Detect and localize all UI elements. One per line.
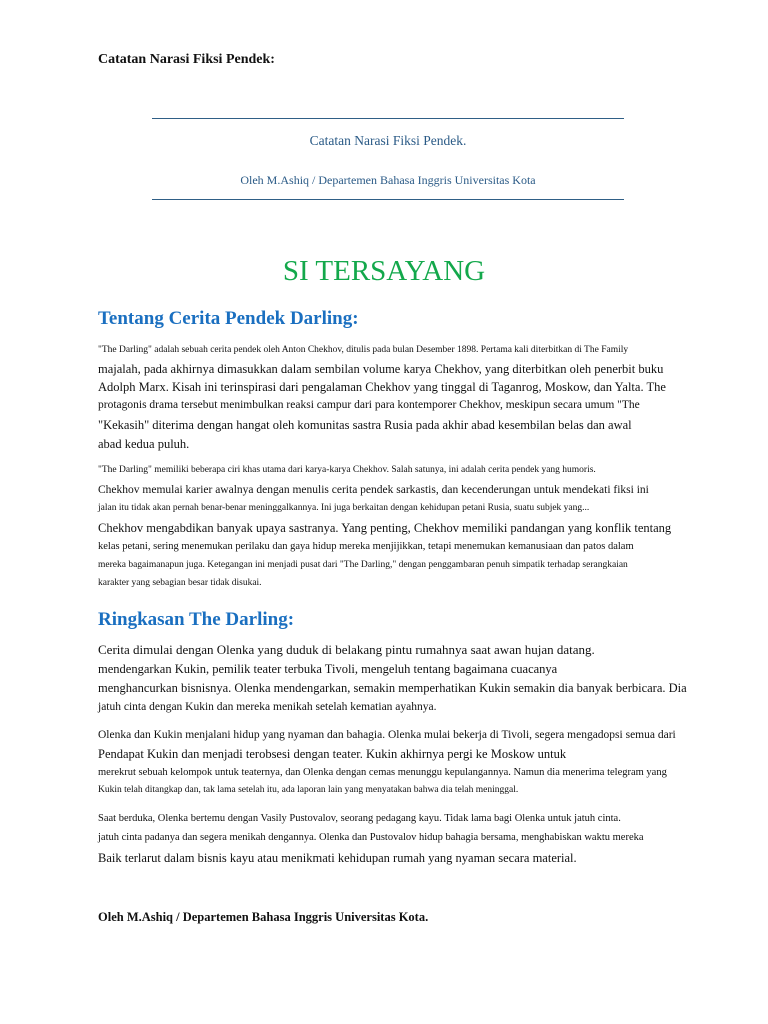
box-bottom-rule [152,199,624,200]
paragraph-line: abad kedua puluh. [98,437,190,451]
paragraph-line: "The Darling" memiliki beberapa ciri khas utama dari karya-karya Chekhov. Salah satunya, ini adalah cerita pendek yang humoris. [98,465,596,475]
paragraph-line: merekrut sebuah kelompok untuk teaternya, dan Olenka dengan cemas menunggu kepulangannya. Namun dia menerima telegram yang [98,767,667,778]
box-byline: Oleh M.Ashiq / Departemen Bahasa Inggris Universitas Kota [240,173,536,187]
box-top-rule [152,118,624,119]
paragraph-line: jalan itu tidak akan pernah benar-benar meninggalkannya. Ini juga berkaitan dengan kehidupan petani Rusia, suatu subjek yang... [98,503,590,513]
box-title: Catatan Narasi Fiksi Pendek. [309,133,467,148]
paragraph-line: Olenka dan Kukin menjalani hidup yang nyaman dan bahagia. Olenka mulai bekerja di Tivoli, segera mengadopsi semua dari [98,729,676,741]
paragraph-line: Baik terlarut dalam bisnis kayu atau menikmati kehidupan rumah yang nyaman secara material. [98,851,577,865]
paragraph-line: "The Darling" adalah sebuah cerita pendek oleh Anton Chekhov, ditulis pada bulan Desember 1898. Pertama kali diterbitkan di The Family [98,345,629,355]
paragraph-line: karakter yang sebagian besar tidak disukai. [98,578,262,588]
paragraph-line: Saat berduka, Olenka bertemu dengan Vasily Pustovalov, seorang pedagang kayu. Tidak lama bagi Olenka untuk jatuh cinta. [98,813,621,824]
section-heading-about: Tentang Cerita Pendek Darling: [98,308,359,329]
paragraph-line: Cerita dimulai dengan Olenka yang duduk di belakang pintu rumahnya saat awan hujan datang. [98,642,595,657]
document-label: Catatan Narasi Fiksi Pendek: [98,52,275,67]
paragraph-line: mendengarkan Kukin, pemilik teater terbuka Tivoli, mengeluh tentang bagaimana cuacanya [98,662,558,676]
paragraph-line: Kukin telah ditangkap dan, tak lama setelah itu, ada laporan lain yang menyatakan bahwa dia telah meninggal. [98,785,519,795]
paragraph-line: Pendapat Kukin dan menjadi terobsesi dengan teater. Kukin akhirnya pergi ke Moskow untuk [98,747,567,761]
paragraph-line: jatuh cinta padanya dan segera menikah dengannya. Olenka dan Pustovalov hidup bahagia bersama, menghabiskan waktu mereka [98,832,644,843]
paragraph-line: "Kekasih" diterima dengan hangat oleh komunitas sastra Rusia pada akhir abad kesembilan belas dan awal [98,418,632,432]
paragraph-line: Adolph Marx. Kisah ini terinspirasi dari pengalaman Chekhov yang tinggal di Taganrog, Moskow, dan Yalta. The [98,380,666,394]
paragraph-line: Chekhov memulai karier awalnya dengan menulis cerita pendek sarkastis, dan kecenderungan untuk mendekati fiksi ini [98,484,649,496]
paragraph-line: jatuh cinta dengan Kukin dan mereka menikah setelah kematian ayahnya. [98,701,437,713]
paragraph-line: Chekhov mengabdikan banyak upaya sastranya. Yang penting, Chekhov memiliki pandangan yang konflik tentang [98,521,672,535]
paragraph-line: protagonis drama tersebut menimbulkan reaksi campur dari para kontemporer Chekhov, meskipun secara umum "The [98,399,640,411]
paragraph-line: menghancurkan bisnisnya. Olenka mendengarkan, semakin memperhatikan Kukin semakin dia banyak berbicara. Dia [98,681,687,695]
story-title: SI TERSAYANG [282,255,486,287]
section-heading-summary: Ringkasan The Darling: [98,609,295,630]
paragraph-line: majalah, pada akhirnya dimasukkan dalam sembilan volume karya Chekhov, yang diterbitkan oleh penerbit buku [98,362,664,376]
paragraph-line: kelas petani, sering menemukan perilaku dan gaya hidup mereka menjijikkan, tetapi menemukan kemanusiaan dan patos dalam [98,541,634,552]
footer-byline: Oleh M.Ashiq / Departemen Bahasa Inggris Universitas Kota. [98,910,429,924]
paragraph-line: mereka bagaimanapun juga. Ketegangan ini menjadi pusat dari "The Darling," dengan penggambaran penuh simpatik terhadap serangkaian [98,560,628,570]
